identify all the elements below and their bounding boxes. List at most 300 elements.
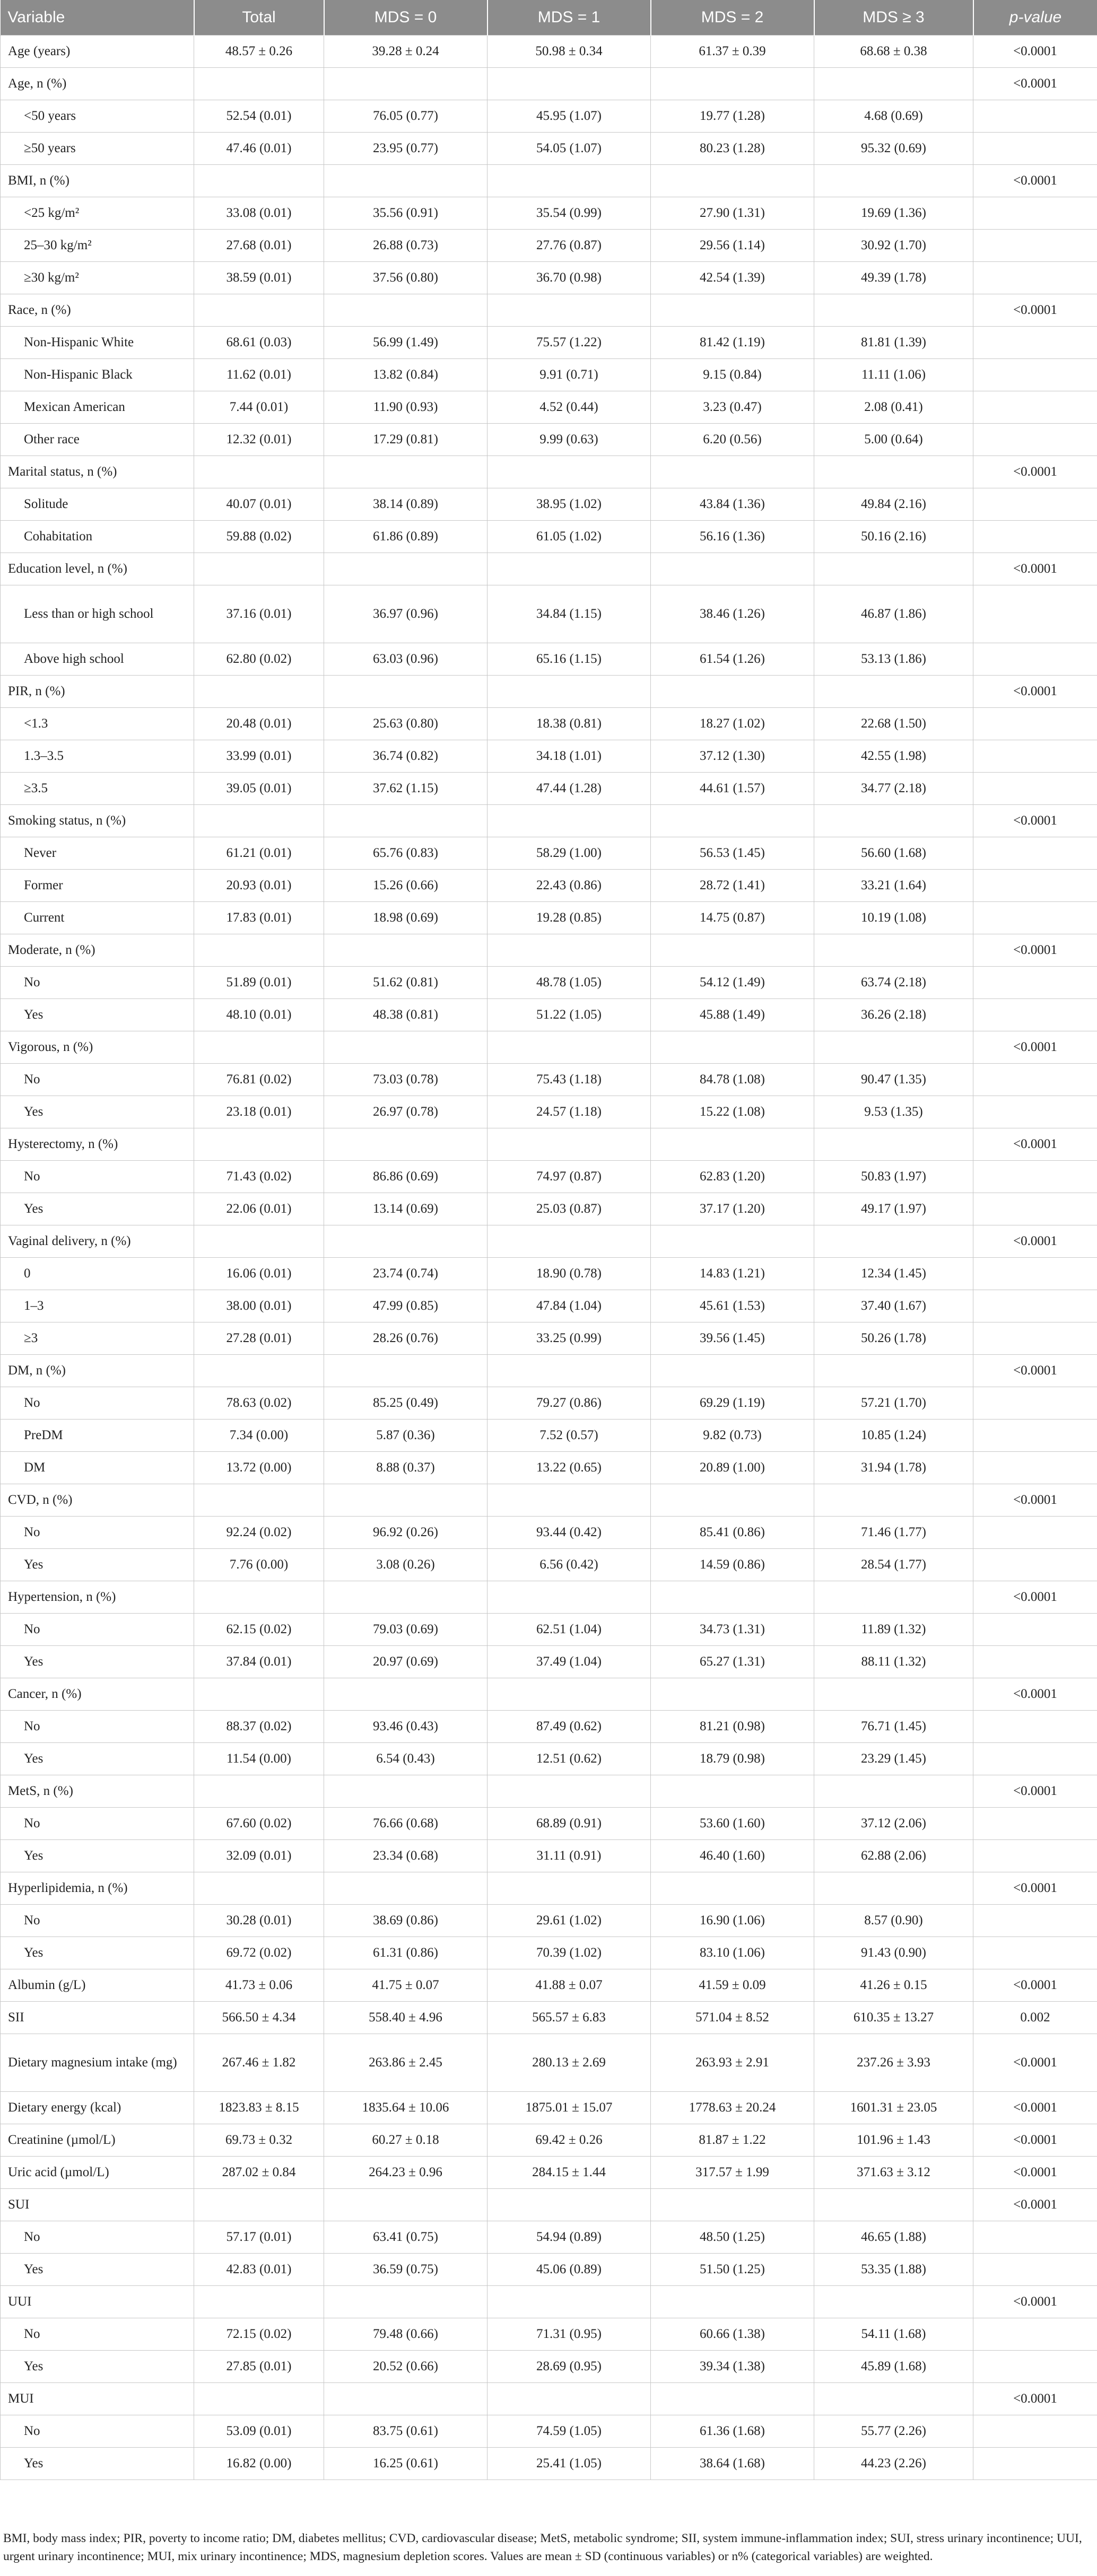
cell-p-value: <0.0001 bbox=[973, 294, 1097, 327]
cell-mds-0: 20.52 (0.66) bbox=[324, 2351, 487, 2383]
cell-total: 39.05 (0.01) bbox=[194, 773, 324, 805]
table-row bbox=[1, 1193, 1097, 1225]
cell-p-value: <0.0001 bbox=[973, 2157, 1097, 2189]
cell-mds-1: 24.57 (1.18) bbox=[487, 1096, 651, 1128]
table-row bbox=[1, 2124, 1097, 2157]
cell-total: 62.80 (0.02) bbox=[194, 643, 324, 676]
cell-p-value bbox=[973, 1614, 1097, 1646]
row-label: <50 years bbox=[1, 100, 194, 133]
cell-mds-0 bbox=[324, 2189, 487, 2221]
cell-mds-3-plus bbox=[814, 2286, 973, 2318]
cell-mds-0 bbox=[324, 1775, 487, 1808]
cell-mds-3-plus bbox=[814, 1484, 973, 1517]
cell-p-value: <0.0001 bbox=[973, 934, 1097, 967]
cell-mds-2: 38.46 (1.26) bbox=[651, 585, 814, 643]
cell-p-value: <0.0001 bbox=[973, 1484, 1097, 1517]
row-label: Yes bbox=[1, 1743, 194, 1775]
table-row bbox=[1, 165, 1097, 197]
cell-mds-1 bbox=[487, 553, 651, 585]
cell-total bbox=[194, 1484, 324, 1517]
cell-p-value bbox=[973, 359, 1097, 391]
cell-mds-0: 47.99 (0.85) bbox=[324, 1290, 487, 1322]
cell-mds-1: 19.28 (0.85) bbox=[487, 902, 651, 934]
cell-p-value bbox=[973, 643, 1097, 676]
cell-mds-2: 14.75 (0.87) bbox=[651, 902, 814, 934]
cell-mds-1: 18.90 (0.78) bbox=[487, 1258, 651, 1290]
cell-total: 11.54 (0.00) bbox=[194, 1743, 324, 1775]
cell-mds-1 bbox=[487, 1031, 651, 1064]
cell-mds-1 bbox=[487, 676, 651, 708]
cell-mds-3-plus: 37.12 (2.06) bbox=[814, 1808, 973, 1840]
cell-mds-2 bbox=[651, 676, 814, 708]
cell-mds-0: 13.14 (0.69) bbox=[324, 1193, 487, 1225]
cell-mds-2: 44.61 (1.57) bbox=[651, 773, 814, 805]
row-label: Vigorous, n (%) bbox=[1, 1031, 194, 1064]
cell-p-value: <0.0001 bbox=[973, 2286, 1097, 2318]
row-label: SUI bbox=[1, 2189, 194, 2221]
cell-mds-3-plus: 68.68 ± 0.38 bbox=[814, 36, 973, 68]
cell-mds-3-plus: 90.47 (1.35) bbox=[814, 1064, 973, 1096]
row-label: BMI, n (%) bbox=[1, 165, 194, 197]
cell-total bbox=[194, 68, 324, 100]
cell-total bbox=[194, 553, 324, 585]
cell-p-value: <0.0001 bbox=[973, 1225, 1097, 1258]
row-label: No bbox=[1, 1808, 194, 1840]
cell-mds-1: 34.18 (1.01) bbox=[487, 740, 651, 773]
cell-mds-1: 48.78 (1.05) bbox=[487, 967, 651, 999]
cell-total: 16.06 (0.01) bbox=[194, 1258, 324, 1290]
table-row bbox=[1, 967, 1097, 999]
cell-mds-1: 280.13 ± 2.69 bbox=[487, 2034, 651, 2092]
cell-total: 566.50 ± 4.34 bbox=[194, 2002, 324, 2034]
table-row bbox=[1, 676, 1097, 708]
cell-mds-2: 39.34 (1.38) bbox=[651, 2351, 814, 2383]
cell-mds-2: 38.64 (1.68) bbox=[651, 2448, 814, 2480]
cell-total bbox=[194, 1031, 324, 1064]
cell-mds-1: 62.51 (1.04) bbox=[487, 1614, 651, 1646]
cell-mds-0 bbox=[324, 1581, 487, 1614]
row-label: No bbox=[1, 2318, 194, 2351]
table-row bbox=[1, 1064, 1097, 1096]
cell-mds-1: 65.16 (1.15) bbox=[487, 643, 651, 676]
table-row bbox=[1, 1581, 1097, 1614]
cell-mds-2: 14.83 (1.21) bbox=[651, 1258, 814, 1290]
cell-mds-1: 87.49 (0.62) bbox=[487, 1711, 651, 1743]
cell-mds-3-plus: 610.35 ± 13.27 bbox=[814, 2002, 973, 2034]
cell-mds-0 bbox=[324, 1031, 487, 1064]
cell-mds-0 bbox=[324, 2383, 487, 2415]
cell-mds-3-plus: 22.68 (1.50) bbox=[814, 708, 973, 740]
table-row bbox=[1, 2351, 1097, 2383]
row-label: ≥3 bbox=[1, 1322, 194, 1355]
cell-mds-1: 70.39 (1.02) bbox=[487, 1937, 651, 1969]
cell-p-value: <0.0001 bbox=[973, 68, 1097, 100]
cell-mds-1: 75.57 (1.22) bbox=[487, 327, 651, 359]
header-mds-1: MDS = 1 bbox=[487, 0, 651, 36]
row-label: Non-Hispanic White bbox=[1, 327, 194, 359]
table-row bbox=[1, 1096, 1097, 1128]
row-label: 25–30 kg/m² bbox=[1, 230, 194, 262]
cell-p-value: <0.0001 bbox=[973, 2034, 1097, 2092]
row-label: Never bbox=[1, 837, 194, 870]
cell-p-value bbox=[973, 740, 1097, 773]
table-row bbox=[1, 1355, 1097, 1387]
cell-mds-0: 23.34 (0.68) bbox=[324, 1840, 487, 1872]
row-label: Hysterectomy, n (%) bbox=[1, 1128, 194, 1161]
header-p-value: p-value bbox=[973, 0, 1097, 36]
cell-mds-2 bbox=[651, 1225, 814, 1258]
cell-total: 88.37 (0.02) bbox=[194, 1711, 324, 1743]
cell-mds-0: 76.66 (0.68) bbox=[324, 1808, 487, 1840]
cell-mds-3-plus: 71.46 (1.77) bbox=[814, 1517, 973, 1549]
cell-total: 40.07 (0.01) bbox=[194, 488, 324, 521]
cell-p-value bbox=[973, 2254, 1097, 2286]
cell-mds-3-plus: 34.77 (2.18) bbox=[814, 773, 973, 805]
cell-mds-0 bbox=[324, 165, 487, 197]
cell-mds-3-plus: 91.43 (0.90) bbox=[814, 1937, 973, 1969]
cell-mds-3-plus: 4.68 (0.69) bbox=[814, 100, 973, 133]
cell-mds-3-plus: 76.71 (1.45) bbox=[814, 1711, 973, 1743]
cell-mds-1: 93.44 (0.42) bbox=[487, 1517, 651, 1549]
table-row bbox=[1, 1420, 1097, 1452]
cell-mds-2: 263.93 ± 2.91 bbox=[651, 2034, 814, 2092]
cell-p-value bbox=[973, 2415, 1097, 2448]
cell-p-value bbox=[973, 1387, 1097, 1420]
cell-mds-2: 51.50 (1.25) bbox=[651, 2254, 814, 2286]
cell-mds-1: 31.11 (0.91) bbox=[487, 1840, 651, 1872]
cell-mds-2: 83.10 (1.06) bbox=[651, 1937, 814, 1969]
row-label: Hypertension, n (%) bbox=[1, 1581, 194, 1614]
cell-mds-1: 18.38 (0.81) bbox=[487, 708, 651, 740]
row-label: Dietary energy (kcal) bbox=[1, 2092, 194, 2124]
cell-mds-1 bbox=[487, 2383, 651, 2415]
table-row bbox=[1, 1775, 1097, 1808]
table-row bbox=[1, 837, 1097, 870]
cell-total: 1823.83 ± 8.15 bbox=[194, 2092, 324, 2124]
cell-mds-1: 22.43 (0.86) bbox=[487, 870, 651, 902]
cell-p-value: <0.0001 bbox=[973, 1872, 1097, 1905]
row-label: No bbox=[1, 1614, 194, 1646]
table-row bbox=[1, 585, 1097, 643]
cell-mds-3-plus bbox=[814, 934, 973, 967]
cell-mds-3-plus bbox=[814, 1031, 973, 1064]
cell-total bbox=[194, 676, 324, 708]
row-label: Albumin (g/L) bbox=[1, 1969, 194, 2002]
cell-mds-2: 27.90 (1.31) bbox=[651, 197, 814, 230]
cell-mds-1: 36.70 (0.98) bbox=[487, 262, 651, 294]
cell-mds-1: 27.76 (0.87) bbox=[487, 230, 651, 262]
cell-mds-3-plus bbox=[814, 1775, 973, 1808]
cell-mds-0 bbox=[324, 456, 487, 488]
row-label: <1.3 bbox=[1, 708, 194, 740]
cell-mds-2: 48.50 (1.25) bbox=[651, 2221, 814, 2254]
cell-p-value bbox=[973, 1517, 1097, 1549]
cell-mds-3-plus: 49.84 (2.16) bbox=[814, 488, 973, 521]
row-label: Yes bbox=[1, 1646, 194, 1678]
cell-mds-1: 54.05 (1.07) bbox=[487, 133, 651, 165]
cell-mds-2: 81.87 ± 1.22 bbox=[651, 2124, 814, 2157]
cell-mds-1: 68.89 (0.91) bbox=[487, 1808, 651, 1840]
row-label: MetS, n (%) bbox=[1, 1775, 194, 1808]
cell-total: 72.15 (0.02) bbox=[194, 2318, 324, 2351]
cell-mds-3-plus: 88.11 (1.32) bbox=[814, 1646, 973, 1678]
cell-total: 33.99 (0.01) bbox=[194, 740, 324, 773]
cell-mds-2: 1778.63 ± 20.24 bbox=[651, 2092, 814, 2124]
cell-mds-1 bbox=[487, 1128, 651, 1161]
cell-mds-2: 85.41 (0.86) bbox=[651, 1517, 814, 1549]
cell-mds-2: 53.60 (1.60) bbox=[651, 1808, 814, 1840]
cell-mds-2: 65.27 (1.31) bbox=[651, 1646, 814, 1678]
cell-mds-2 bbox=[651, 1775, 814, 1808]
cell-mds-2: 29.56 (1.14) bbox=[651, 230, 814, 262]
row-label: Cancer, n (%) bbox=[1, 1678, 194, 1711]
table-row bbox=[1, 1937, 1097, 1969]
cell-p-value bbox=[973, 521, 1097, 553]
cell-total: 69.73 ± 0.32 bbox=[194, 2124, 324, 2157]
cell-mds-3-plus bbox=[814, 2189, 973, 2221]
cell-total: 59.88 (0.02) bbox=[194, 521, 324, 553]
cell-mds-3-plus: 50.16 (2.16) bbox=[814, 521, 973, 553]
cell-mds-1: 34.84 (1.15) bbox=[487, 585, 651, 643]
cell-mds-0: 264.23 ± 0.96 bbox=[324, 2157, 487, 2189]
cell-mds-1: 7.52 (0.57) bbox=[487, 1420, 651, 1452]
row-label: Yes bbox=[1, 1549, 194, 1581]
cell-mds-0: 16.25 (0.61) bbox=[324, 2448, 487, 2480]
table-row bbox=[1, 2415, 1097, 2448]
table-row bbox=[1, 2092, 1097, 2124]
cell-mds-0 bbox=[324, 294, 487, 327]
cell-mds-3-plus: 49.39 (1.78) bbox=[814, 262, 973, 294]
row-label: No bbox=[1, 1387, 194, 1420]
cell-total: 20.48 (0.01) bbox=[194, 708, 324, 740]
cell-total: 32.09 (0.01) bbox=[194, 1840, 324, 1872]
table-row bbox=[1, 488, 1097, 521]
cell-total: 41.73 ± 0.06 bbox=[194, 1969, 324, 2002]
cell-mds-1 bbox=[487, 2189, 651, 2221]
cell-mds-1 bbox=[487, 1872, 651, 1905]
table-row bbox=[1, 2448, 1097, 2480]
cell-mds-3-plus: 10.85 (1.24) bbox=[814, 1420, 973, 1452]
cell-total: 20.93 (0.01) bbox=[194, 870, 324, 902]
cell-mds-2: 28.72 (1.41) bbox=[651, 870, 814, 902]
table-row bbox=[1, 230, 1097, 262]
row-label: ≥50 years bbox=[1, 133, 194, 165]
cell-mds-1: 1875.01 ± 15.07 bbox=[487, 2092, 651, 2124]
cell-p-value bbox=[973, 133, 1097, 165]
cell-mds-3-plus: 45.89 (1.68) bbox=[814, 2351, 973, 2383]
cell-mds-0: 5.87 (0.36) bbox=[324, 1420, 487, 1452]
cell-p-value bbox=[973, 708, 1097, 740]
cell-mds-0: 3.08 (0.26) bbox=[324, 1549, 487, 1581]
row-label: Yes bbox=[1, 2254, 194, 2286]
cell-mds-2: 3.23 (0.47) bbox=[651, 391, 814, 424]
cell-mds-0 bbox=[324, 1225, 487, 1258]
cell-mds-0: 26.88 (0.73) bbox=[324, 230, 487, 262]
table-row bbox=[1, 643, 1097, 676]
cell-mds-0: 28.26 (0.76) bbox=[324, 1322, 487, 1355]
cell-mds-3-plus: 1601.31 ± 23.05 bbox=[814, 2092, 973, 2124]
row-label: Age (years) bbox=[1, 36, 194, 68]
table-row bbox=[1, 391, 1097, 424]
table-row bbox=[1, 327, 1097, 359]
cell-mds-3-plus: 63.74 (2.18) bbox=[814, 967, 973, 999]
cell-p-value: <0.0001 bbox=[973, 36, 1097, 68]
cell-mds-1 bbox=[487, 2286, 651, 2318]
cell-mds-1: 28.69 (0.95) bbox=[487, 2351, 651, 2383]
cell-total bbox=[194, 456, 324, 488]
row-label: Non-Hispanic Black bbox=[1, 359, 194, 391]
cell-mds-0 bbox=[324, 1128, 487, 1161]
cell-mds-2 bbox=[651, 1872, 814, 1905]
table-row bbox=[1, 1484, 1097, 1517]
cell-mds-3-plus: 56.60 (1.68) bbox=[814, 837, 973, 870]
cell-mds-3-plus bbox=[814, 676, 973, 708]
cell-mds-3-plus: 5.00 (0.64) bbox=[814, 424, 973, 456]
cell-mds-0: 23.95 (0.77) bbox=[324, 133, 487, 165]
cell-p-value: <0.0001 bbox=[973, 1775, 1097, 1808]
row-label: Dietary magnesium intake (mg) bbox=[1, 2034, 194, 2092]
cell-mds-3-plus bbox=[814, 1872, 973, 1905]
cell-p-value: <0.0001 bbox=[973, 1355, 1097, 1387]
cell-mds-3-plus: 371.63 ± 3.12 bbox=[814, 2157, 973, 2189]
cell-p-value: <0.0001 bbox=[973, 1969, 1097, 2002]
row-label: Yes bbox=[1, 2351, 194, 2383]
cell-mds-0: 96.92 (0.26) bbox=[324, 1517, 487, 1549]
cell-mds-0 bbox=[324, 1872, 487, 1905]
cell-mds-2: 81.21 (0.98) bbox=[651, 1711, 814, 1743]
row-label: Marital status, n (%) bbox=[1, 456, 194, 488]
row-label: 1–3 bbox=[1, 1290, 194, 1322]
cell-mds-3-plus: 53.35 (1.88) bbox=[814, 2254, 973, 2286]
cell-total bbox=[194, 1872, 324, 1905]
cell-mds-0: 15.26 (0.66) bbox=[324, 870, 487, 902]
cell-mds-0: 1835.64 ± 10.06 bbox=[324, 2092, 487, 2124]
cell-total: 76.81 (0.02) bbox=[194, 1064, 324, 1096]
table-row bbox=[1, 740, 1097, 773]
table-row bbox=[1, 708, 1097, 740]
table-row bbox=[1, 456, 1097, 488]
cell-p-value bbox=[973, 327, 1097, 359]
table-row bbox=[1, 1128, 1097, 1161]
cell-total bbox=[194, 165, 324, 197]
cell-total bbox=[194, 1775, 324, 1808]
cell-mds-0: 11.90 (0.93) bbox=[324, 391, 487, 424]
cell-p-value: <0.0001 bbox=[973, 553, 1097, 585]
cell-mds-0: 38.14 (0.89) bbox=[324, 488, 487, 521]
table-row bbox=[1, 68, 1097, 100]
table-row bbox=[1, 36, 1097, 68]
cell-mds-1: 79.27 (0.86) bbox=[487, 1387, 651, 1420]
cell-mds-2: 60.66 (1.38) bbox=[651, 2318, 814, 2351]
table-row bbox=[1, 1258, 1097, 1290]
cell-mds-1: 25.41 (1.05) bbox=[487, 2448, 651, 2480]
cell-total: 48.10 (0.01) bbox=[194, 999, 324, 1031]
cell-mds-0: 35.56 (0.91) bbox=[324, 197, 487, 230]
cell-total: 27.85 (0.01) bbox=[194, 2351, 324, 2383]
cell-mds-0: 36.74 (0.82) bbox=[324, 740, 487, 773]
row-label: Cohabitation bbox=[1, 521, 194, 553]
cell-mds-1 bbox=[487, 1355, 651, 1387]
cell-mds-0: 63.41 (0.75) bbox=[324, 2221, 487, 2254]
table-row bbox=[1, 1840, 1097, 1872]
table-row bbox=[1, 1905, 1097, 1937]
cell-p-value bbox=[973, 1711, 1097, 1743]
table-row bbox=[1, 1969, 1097, 2002]
cell-total bbox=[194, 934, 324, 967]
cell-mds-3-plus: 30.92 (1.70) bbox=[814, 230, 973, 262]
cell-p-value bbox=[973, 902, 1097, 934]
cell-mds-2: 6.20 (0.56) bbox=[651, 424, 814, 456]
cell-mds-2: 15.22 (1.08) bbox=[651, 1096, 814, 1128]
row-label: UUI bbox=[1, 2286, 194, 2318]
cell-mds-3-plus: 95.32 (0.69) bbox=[814, 133, 973, 165]
cell-mds-1 bbox=[487, 1484, 651, 1517]
table-row bbox=[1, 1808, 1097, 1840]
row-label: Above high school bbox=[1, 643, 194, 676]
cell-p-value bbox=[973, 1258, 1097, 1290]
cell-mds-2 bbox=[651, 1355, 814, 1387]
cell-total: 23.18 (0.01) bbox=[194, 1096, 324, 1128]
cell-mds-2: 317.57 ± 1.99 bbox=[651, 2157, 814, 2189]
cell-mds-0: 85.25 (0.49) bbox=[324, 1387, 487, 1420]
cell-p-value bbox=[973, 585, 1097, 643]
cell-mds-0: 65.76 (0.83) bbox=[324, 837, 487, 870]
cell-mds-2: 56.53 (1.45) bbox=[651, 837, 814, 870]
cell-total: 267.46 ± 1.82 bbox=[194, 2034, 324, 2092]
row-label: Yes bbox=[1, 1840, 194, 1872]
row-label: Education level, n (%) bbox=[1, 553, 194, 585]
cell-mds-0: 17.29 (0.81) bbox=[324, 424, 487, 456]
cell-mds-3-plus: 54.11 (1.68) bbox=[814, 2318, 973, 2351]
table-row bbox=[1, 1549, 1097, 1581]
cell-mds-2 bbox=[651, 68, 814, 100]
cell-p-value bbox=[973, 2448, 1097, 2480]
cell-mds-1: 51.22 (1.05) bbox=[487, 999, 651, 1031]
cell-p-value bbox=[973, 2221, 1097, 2254]
cell-mds-2 bbox=[651, 1128, 814, 1161]
cell-mds-2: 46.40 (1.60) bbox=[651, 1840, 814, 1872]
cell-total: 71.43 (0.02) bbox=[194, 1161, 324, 1193]
cell-mds-2: 45.88 (1.49) bbox=[651, 999, 814, 1031]
row-label: No bbox=[1, 1905, 194, 1937]
cell-p-value bbox=[973, 197, 1097, 230]
row-label: Other race bbox=[1, 424, 194, 456]
cell-mds-0: 558.40 ± 4.96 bbox=[324, 2002, 487, 2034]
cell-mds-3-plus: 31.94 (1.78) bbox=[814, 1452, 973, 1484]
cell-mds-3-plus: 101.96 ± 1.43 bbox=[814, 2124, 973, 2157]
table-row bbox=[1, 773, 1097, 805]
table-row bbox=[1, 1225, 1097, 1258]
cell-mds-3-plus: 12.34 (1.45) bbox=[814, 1258, 973, 1290]
cell-mds-2: 37.12 (1.30) bbox=[651, 740, 814, 773]
cell-mds-0: 25.63 (0.80) bbox=[324, 708, 487, 740]
row-label: Vaginal delivery, n (%) bbox=[1, 1225, 194, 1258]
row-label: Former bbox=[1, 870, 194, 902]
cell-mds-0: 76.05 (0.77) bbox=[324, 100, 487, 133]
cell-mds-1: 45.95 (1.07) bbox=[487, 100, 651, 133]
cell-mds-0: 36.97 (0.96) bbox=[324, 585, 487, 643]
cell-mds-2 bbox=[651, 2189, 814, 2221]
cell-mds-2 bbox=[651, 805, 814, 837]
table-row bbox=[1, 870, 1097, 902]
cell-mds-0: 13.82 (0.84) bbox=[324, 359, 487, 391]
row-label: No bbox=[1, 1517, 194, 1549]
cell-mds-2 bbox=[651, 553, 814, 585]
cell-total: 67.60 (0.02) bbox=[194, 1808, 324, 1840]
cell-mds-3-plus bbox=[814, 68, 973, 100]
cell-p-value: <0.0001 bbox=[973, 1031, 1097, 1064]
cell-mds-0 bbox=[324, 1484, 487, 1517]
